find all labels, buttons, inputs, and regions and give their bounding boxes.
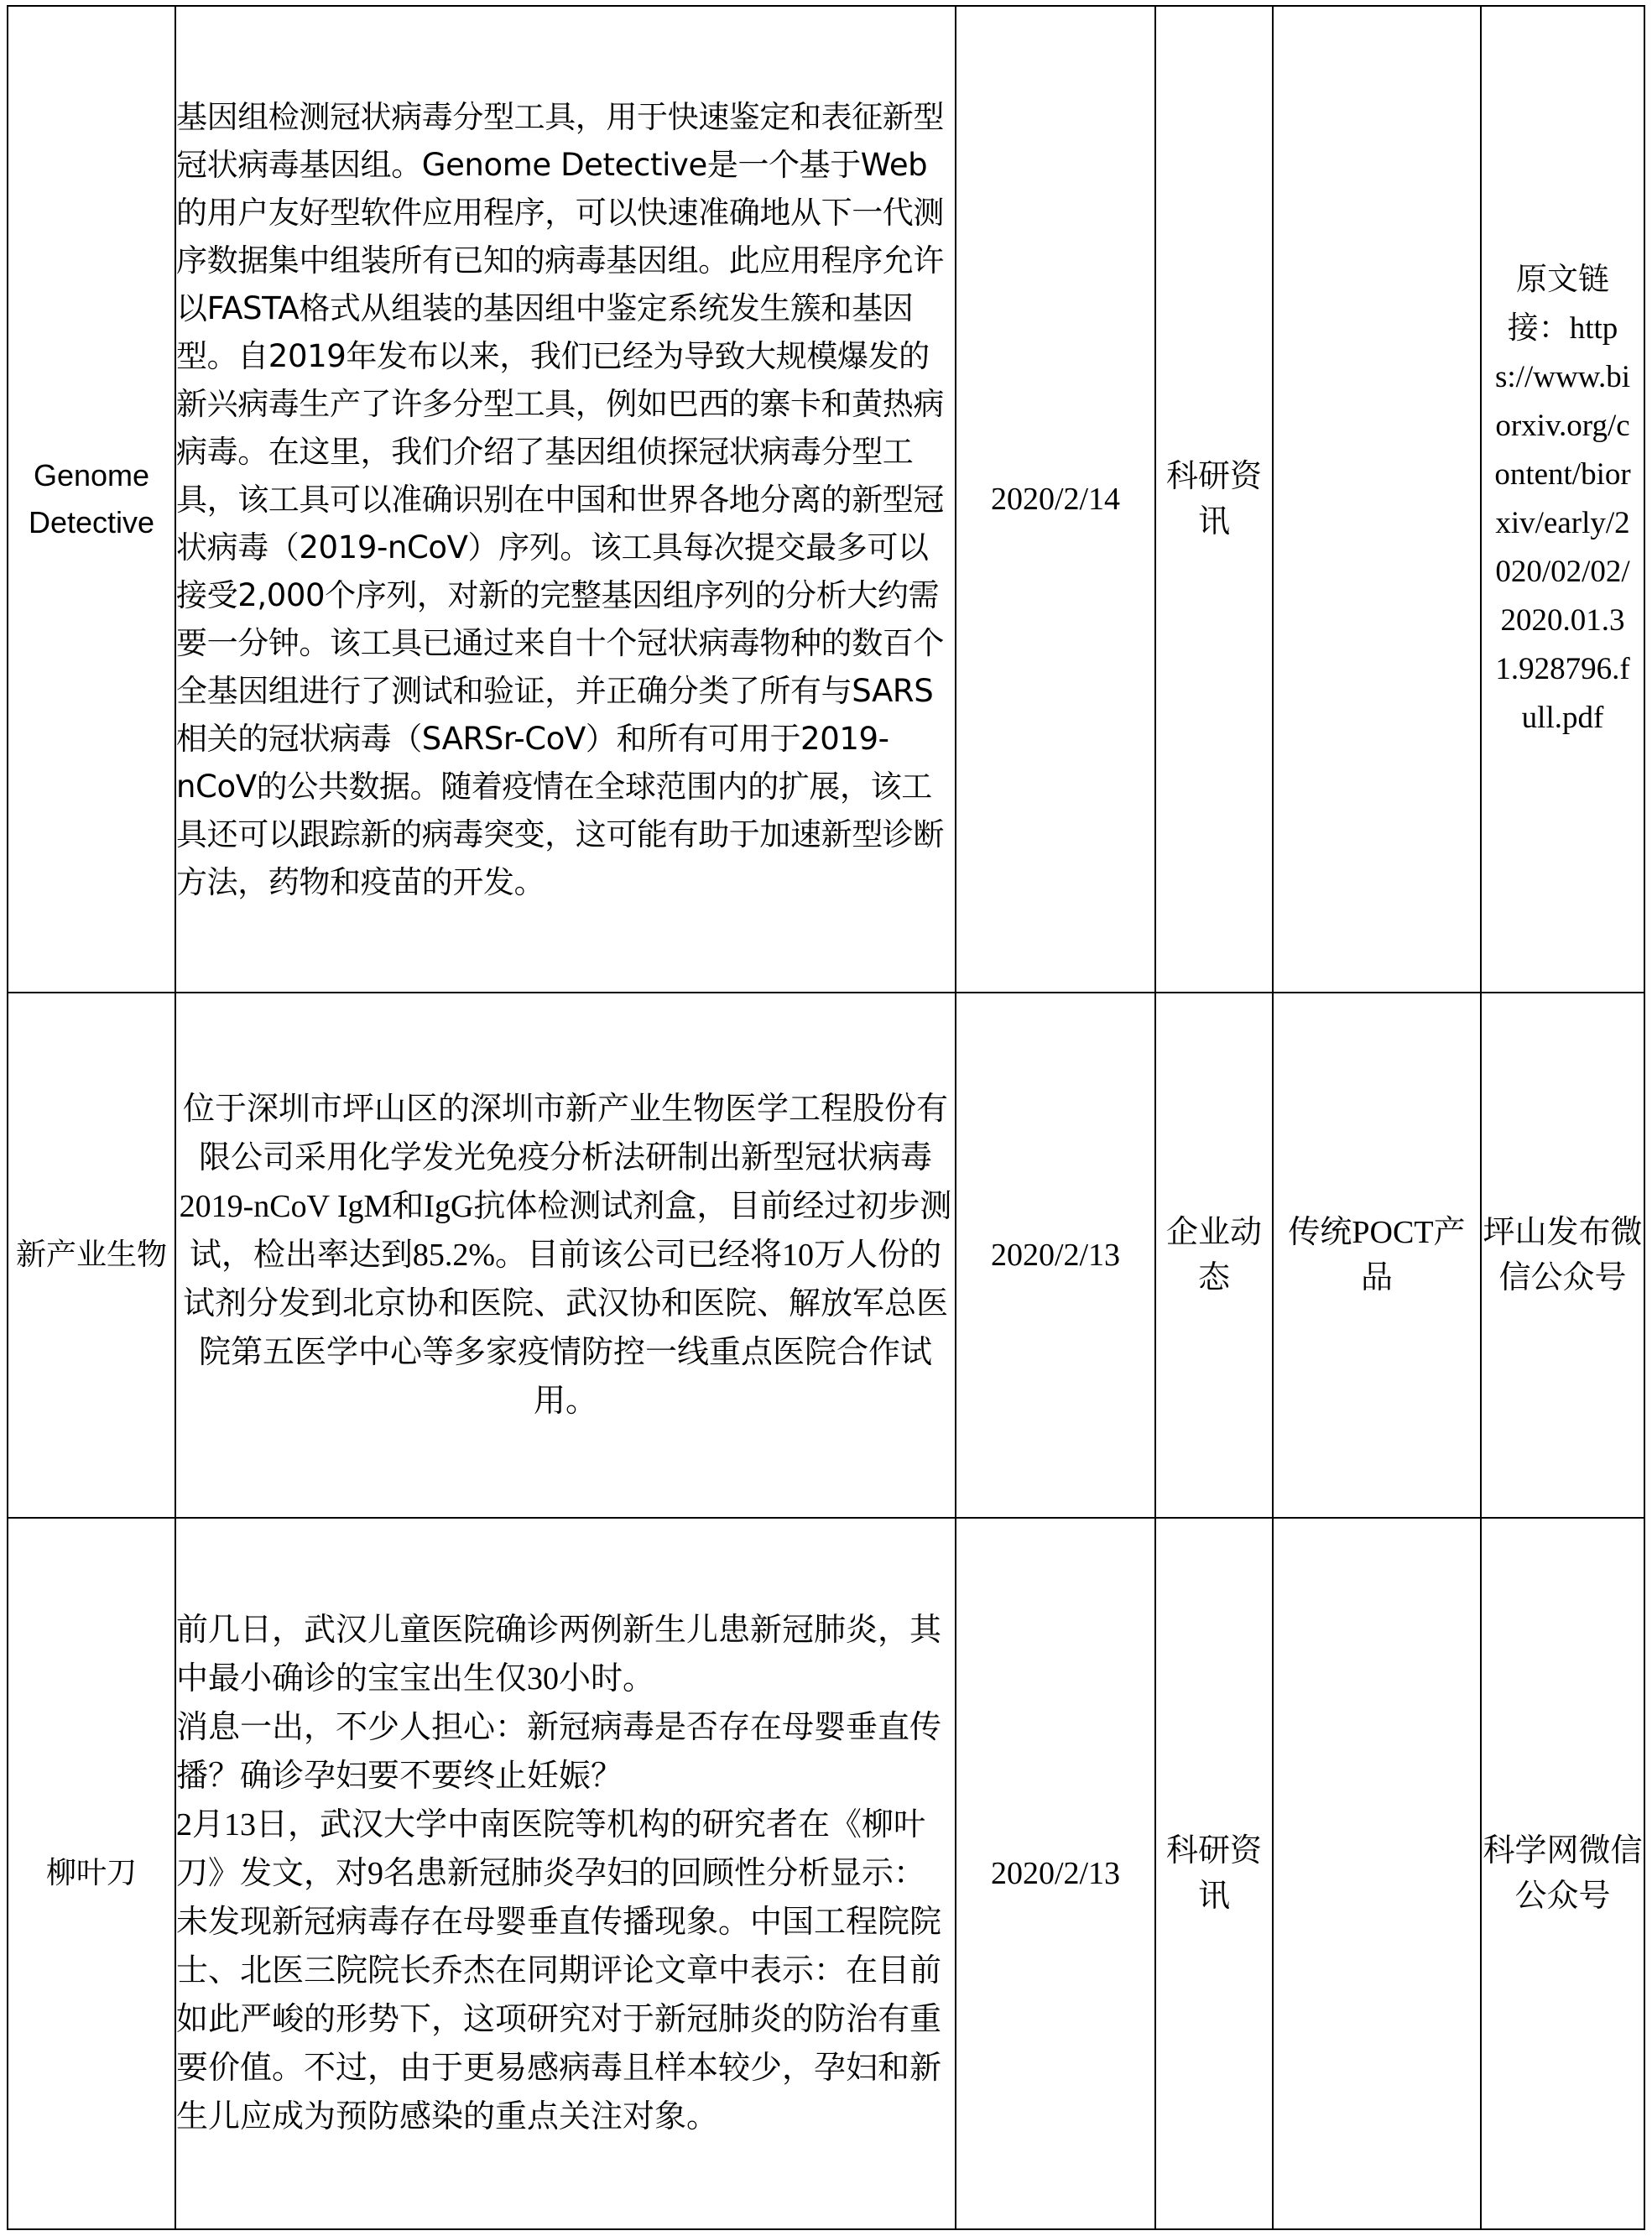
row-name-cell: [8, 993, 175, 1518]
row-tag-cell: [1273, 6, 1481, 993]
row-name: 柳叶刀: [45, 1856, 137, 1890]
row-type-cell: [1155, 1518, 1273, 2229]
row-content-paragraph: 前几日，武汉儿童医院确诊两例新生儿患新冠肺炎，其中最小确诊的宝宝出生仅30小时。: [176, 1613, 942, 1697]
row-name: Genome Detective: [28, 458, 155, 539]
row-tag-cell: [1273, 1518, 1481, 2229]
row-type-cell: [1155, 993, 1273, 1518]
row-date: 2020/2/13: [990, 1856, 1121, 1891]
row-type-cell: [1155, 6, 1273, 993]
row-content-cell: [175, 1518, 956, 2229]
row-content-cell: [175, 993, 956, 1518]
row-source: 原文链接：https://www.biorxiv.org/content/biorxiv/early/2020/02/02/2020.01.31.928796.full.pdf: [1494, 263, 1631, 735]
row-date-cell: [956, 6, 1155, 993]
row-date: 2020/2/13: [990, 1238, 1121, 1273]
row-type: 科研资讯: [1165, 459, 1262, 539]
row-source: 坪山发布微信公众号: [1483, 1215, 1643, 1295]
row-content: 基因组检测冠状病毒分型工具，用于快速鉴定和表征新型冠状病毒基因组。Genome Detective是一个基于Web的用户友好型软件应用程序，可以快速准确地从下一代测序数据集中组装所有已知的病毒基因组。此应用程序允许以FASTA格式从组装的基因组中鉴定系统发生簇和基因型。自2019年发布以来，我们已经为导致大规模爆发的新兴病毒生产了许多分型工具，例如巴西的寨卡和黄热病病毒。在这里，我们介绍了基因组侦探冠状病毒分型工具，该工具可以准确识别在中国和世界各地分离的新型冠状病毒（2019-nCoV）序列。该工具每次提交最多可以接受2,000个序列，对新的完整基因组序列的分析大约需要一分钟。该工具已通过来自十个冠状病毒物种的数百个全基因组进行了测试和验证，并正确分类了所有与SARS相关的冠状病毒（SARSr-CoV）和所有可用于2019-nCoV的公共数据。随着疫情在全球范围内的扩展，该工具还可以跟踪新的病毒突变，这可能有助于加速新型诊断方法，药物和疫苗的开发。: [176, 98, 944, 900]
row-content-paragraph: 2月13日，武汉大学中南医院等机构的研究者在《柳叶刀》发文，对9名患新冠肺炎孕妇的回顾性分析显示：未发现新冠病毒存在母婴垂直传播现象。中国工程院院士、北医三院院长乔杰在同期评论文章中表示：在目前如此严峻的形势下，这项研究对于新冠肺炎的防治有重要价值。不过，由于更易感病毒且样本较少，孕妇和新生儿应成为预防感染的重点关注对象。: [176, 1807, 942, 2134]
row-type: 企业动态: [1165, 1215, 1262, 1295]
row-content-paragraph: 消息一出，不少人担心：新冠病毒是否存在母婴垂直传播？确诊孕妇要不要终止妊娠？: [176, 1710, 942, 1794]
row-source-cell: [1481, 6, 1644, 993]
row-source-cell: [1481, 993, 1644, 1518]
row-name: 新产业生物: [15, 1238, 167, 1272]
row-content-cell: [175, 6, 956, 993]
row-source: 科学网微信公众号: [1483, 1833, 1643, 1914]
row-name-cell: [8, 6, 175, 993]
row-tag-cell: [1273, 993, 1481, 1518]
table-row: [8, 993, 1644, 1518]
row-source-cell: [1481, 1518, 1644, 2229]
row-type: 科研资讯: [1165, 1833, 1262, 1914]
row-date: 2020/2/14: [990, 482, 1121, 517]
table-row: [8, 6, 1644, 993]
table-row: [8, 1518, 1644, 2229]
row-date-cell: [956, 1518, 1155, 2229]
row-tag: 传统POCT产品: [1288, 1215, 1466, 1295]
news-table: [7, 5, 1645, 2230]
row-date-cell: [956, 993, 1155, 1518]
row-name-cell: [8, 1518, 175, 2229]
row-content: 位于深圳市坪山区的深圳市新产业生物医学工程股份有限公司采用化学发光免疫分析法研制出新型冠状病毒2019-nCoV IgM和IgG抗体检测试剂盒，目前经过初步测试，检出率达到85.2%。目前该公司已经将10万人份的试剂分发到北京协和医院、武汉协和医院、解放军总医院第五医学中心等多家疫情防控一线重点医院合作试用。: [179, 1092, 952, 1419]
